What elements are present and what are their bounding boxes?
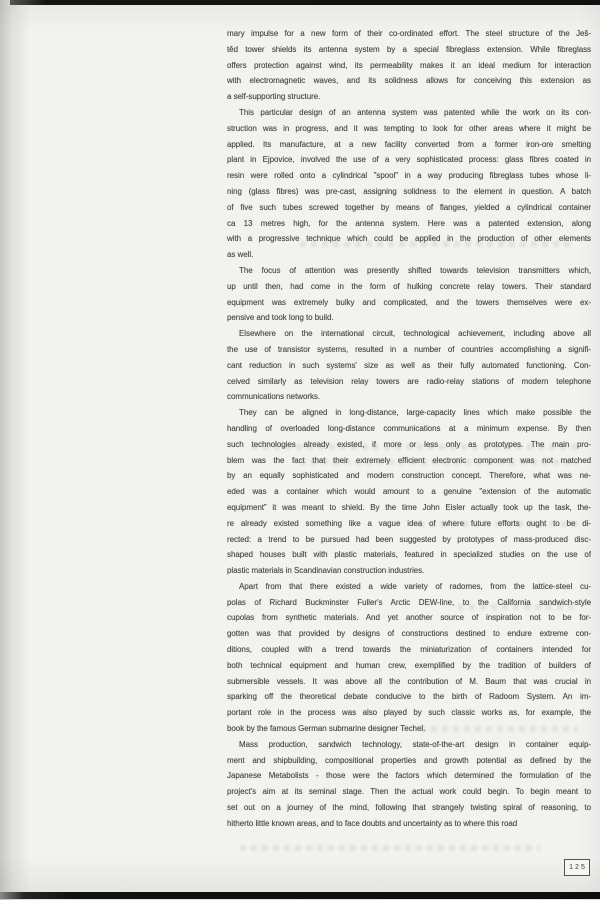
- page-gutter-shadow: [0, 0, 30, 900]
- text-line: both technical equipment and human crew, exemplified by the tradition of builders of: [227, 660, 591, 670]
- text-line: gotten was that provided by designs of constructions destined to endure extreme con-: [227, 629, 591, 639]
- text-line: offers protection against wind, its permeability makes it an ideal medium for interaction: [227, 60, 591, 70]
- text-line: The focus of attention was presently shifted towards television transmitters which,: [239, 265, 591, 275]
- text-line: book by the famous German submarine designer Techel.: [227, 724, 426, 734]
- text-line: resin were rolled onto a cylindrical "spool" in a way producing fibreglass tubes whose li-: [227, 171, 591, 181]
- text-line: of five such tubes screwed together by means of flanges, yielded a cylindrical container: [227, 202, 591, 212]
- text-line: struction was in progress, and it was tempting to look for other areas where it might be: [227, 123, 591, 133]
- text-line: communications networks.: [227, 392, 321, 402]
- text-line: up until then, had come in the form of hulking concrete relay towers. Their standard: [227, 281, 591, 291]
- text-line: cant reduction in such systems' size as well as their fully automated functioning. Con-: [227, 360, 591, 370]
- text-line: Japanese Metabolists - those were the factors which determined the formulation of the: [227, 771, 591, 781]
- text-line: rected: a trend to be pursued had been suggested by prototypes of mass-produced disc-: [227, 534, 591, 544]
- text-line: ca 13 metres high, for the antenna system. Here was a patented extension, along: [227, 218, 591, 228]
- text-line: project's aim at its seminal stage. Then the actual work could begin. To begin meant to: [227, 787, 591, 797]
- text-line: Mass production, sandwich technology, state-of-the-art design in container equip-: [239, 739, 591, 749]
- text-line: equipment was extremely bulky and complicated, and the towers themselves were ex-: [227, 297, 591, 307]
- text-line: This particular design of an antenna system was patented while the work on its con-: [239, 107, 591, 117]
- text-line: ditions, coupled with a trend towards the miniaturization of containers intended for: [227, 645, 591, 655]
- text-line: hitherto little known areas, and to face doubts and uncertainty as to where this road: [227, 818, 518, 828]
- text-line: They can be aligned in long-distance, large-capacity lines which make possible the: [239, 408, 591, 418]
- text-line: ment and shipbuilding, compositional properties and growth potential as defined by the: [227, 755, 591, 765]
- text-line: eded was a container which would amount to a genuine "extension of the automatic: [227, 487, 591, 497]
- text-line: with electromagnetic waves, and its solidness allows for conceiving this extension as: [227, 76, 591, 86]
- print-bleed-artifact: [240, 845, 540, 851]
- text-line: plant in Ejpovice, involved the use of a very sophisticated process: glass fibres coated in: [227, 155, 591, 165]
- text-line: as well.: [227, 250, 254, 260]
- text-line: such technologies already existed, if more or less only as prototypes. The main pro-: [227, 439, 591, 449]
- text-line: set out on a journey of the mind, following that strangely twisting spiral of reasoning, to: [227, 803, 591, 813]
- text-line: ning (glass fibres) was pre-cast, assigning solidness to the element in question. A batch: [227, 186, 591, 196]
- page-number-box: [564, 859, 590, 876]
- text-line: pensive and took long to build.: [227, 313, 334, 323]
- text-line: plastic materials in Scandinavian construction industries.: [227, 566, 425, 576]
- text-line: těd tower shields its antenna system by a special fibreglass extension. While fibreglass: [227, 44, 591, 54]
- text-line: ceived similarly as television relay towers are radio-relay stations of modern telephone: [227, 376, 591, 386]
- text-line: shaped houses built with plastic materials, featured in specialized studies on the use of: [227, 550, 591, 560]
- page-number: 125: [569, 864, 587, 871]
- scan-bottom-edge: [0, 892, 600, 899]
- text-line: mary impulse for a new form of their co-ordinated effort. The steel structure of the Ješ-: [227, 29, 591, 38]
- text-line: polas of Richard Buckminster Fuller's Arctic DEW-line, to the California sandwich-style: [227, 597, 591, 607]
- scan-top-edge: [10, 0, 600, 5]
- text-line: cupolas from synthetic materials. And yet another source of inspiration not to be for-: [227, 613, 591, 623]
- body-text-column: [227, 26, 591, 832]
- text-line: portant role in the process was also played by such classic works as, for example, the: [227, 708, 591, 718]
- text-line: the use of transistor systems, resulted in a number of countries accomplishing a signifi-: [227, 344, 591, 354]
- text-line: sparking off the theoretical debate conducive to the birth of Radoom System. An im-: [227, 692, 591, 702]
- text-line: handling of overloaded long-distance communications at a minimum expense. By then: [227, 423, 591, 433]
- text-line: Elsewhere on the international circuit, technological achievement, including above all: [239, 329, 591, 339]
- text-line: blem was the fact that their extremely efficient electronic component was not matched: [227, 455, 591, 465]
- text-line: submersible vessels. It was above all the contribution of M. Baum that was crucial in: [227, 676, 591, 686]
- text-line: re already existed something like a vague idea of where future efforts ought to be di-: [227, 518, 591, 528]
- text-line: Apart from that there existed a wide variety of radomes, from the lattice-steel cu-: [239, 581, 591, 591]
- text-line: by an equally sophisticated and modern construction concept. Therefore, what was ne-: [227, 471, 591, 481]
- text-line: equipment" it was meant to shield. By the time John Eisler actually took up the task, the-: [227, 502, 591, 512]
- text-line: a self-supporting structure.: [227, 92, 321, 102]
- text-line: applied. Its manufacture, at a new facility converted from a former iron-ore smelting: [227, 139, 591, 149]
- text-line: with a progressive technique which could be applied in the production of other elements: [227, 234, 591, 244]
